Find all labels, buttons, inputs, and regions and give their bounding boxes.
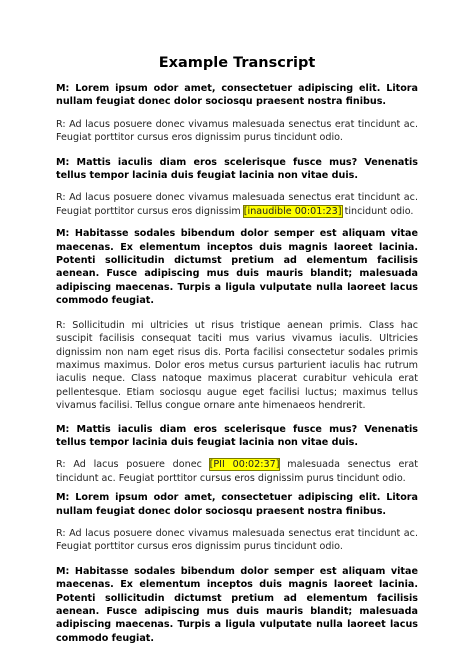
transcript-paragraph-r bbox=[56, 458, 418, 485]
transcript-paragraph-m: M: Mattis iaculis diam eros scelerisque fusce mus? Venenatis tellus tempor lacinia duis feugiat lacinia non vitae duis. bbox=[56, 423, 418, 448]
document-page bbox=[56, 54, 418, 645]
paragraph-text: R: Ad lacus posuere donec vivamus malesuada senectus erat tincidunt ac. Feugiat porttitor cursus eros dignissim bbox=[56, 192, 418, 217]
transcript-paragraph-r bbox=[56, 191, 418, 218]
transcript-paragraph-r: R: Sollicitudin mi ultricies ut risus tristique aenean primis. Class hac suscipit facilisis consequat taciti mus varius vivamus iaculis. Ultricies dignissim non nam eget risus dis. Porta facilisi consectetur sodales primis maximus maximus. Dolor eros metus cursus parturient iaculis hac rutrum iaculis neque. Class natoque maximus placerat curabitur vehicula erat pellentesque. Etiam sociosqu augue eget facilisi luctus; maximus tellus vivamus facilisi. Tellus congue ornare ante himenaeos hendrerit. bbox=[56, 319, 418, 412]
inaudible-timestamp-tag: [inaudible 00:01:23] bbox=[243, 205, 342, 217]
pii-timestamp-tag: [PII 00:02:37] bbox=[209, 459, 280, 471]
transcript-paragraph-m: M: Habitasse sodales bibendum dolor semper est aliquam vitae maecenas. Ex elementum inceptos duis magnis laoreet lacinia. Potenti sollicitudin dictumst pretium ad elementum facilisis aenean. Fusce adipiscing mus duis mauris blandit; malesuada adipiscing maecenas. Turpis a ligula vulputate nulla laoreet lacus commodo feugiat. bbox=[56, 565, 418, 644]
transcript-paragraph-m: M: Habitasse sodales bibendum dolor semper est aliquam vitae maecenas. Ex elementum inceptos duis magnis laoreet lacinia. Potenti sollicitudin dictumst pretium ad elementum facilisis aenean. Fusce adipiscing mus duis mauris blandit; malesuada adipiscing maecenas. Turpis a ligula vulputate nulla laoreet lacus commodo feugiat. bbox=[56, 228, 418, 307]
transcript-paragraph-m: M: Mattis iaculis diam eros scelerisque fusce mus? Venenatis tellus tempor lacinia duis feugiat lacinia non vitae duis. bbox=[56, 156, 418, 182]
transcript-paragraph-m: M: Lorem ipsum odor amet, consectetuer adipiscing elit. Litora nullam feugiat donec dolor sociosqu praesent nostra finibus. bbox=[56, 492, 418, 517]
transcript-paragraph-r: R: Ad lacus posuere donec vivamus malesuada senectus erat tincidunt ac. Feugiat porttitor cursus eros dignissim purus tincidunt odio. bbox=[56, 527, 418, 553]
transcript-paragraph-r: R: Ad lacus posuere donec vivamus malesuada senectus erat tincidunt ac. Feugiat porttitor cursus eros dignissim purus tincidunt odio. bbox=[56, 118, 418, 144]
document-title: Example Transcript bbox=[158, 55, 316, 71]
paragraph-text: R: Ad lacus posuere donec bbox=[56, 459, 210, 471]
transcript-paragraph-m: M: Lorem ipsum odor amet, consectetuer adipiscing elit. Litora nullam feugiat donec dolor sociosqu praesent nostra finibus. bbox=[56, 83, 418, 108]
paragraph-text: tincidunt odio. bbox=[341, 205, 414, 217]
paragraph-text: malesuada senectus erat tincidunt ac. Feugiat porttitor cursus eros dignissim purus tincidunt odio. bbox=[56, 459, 418, 484]
